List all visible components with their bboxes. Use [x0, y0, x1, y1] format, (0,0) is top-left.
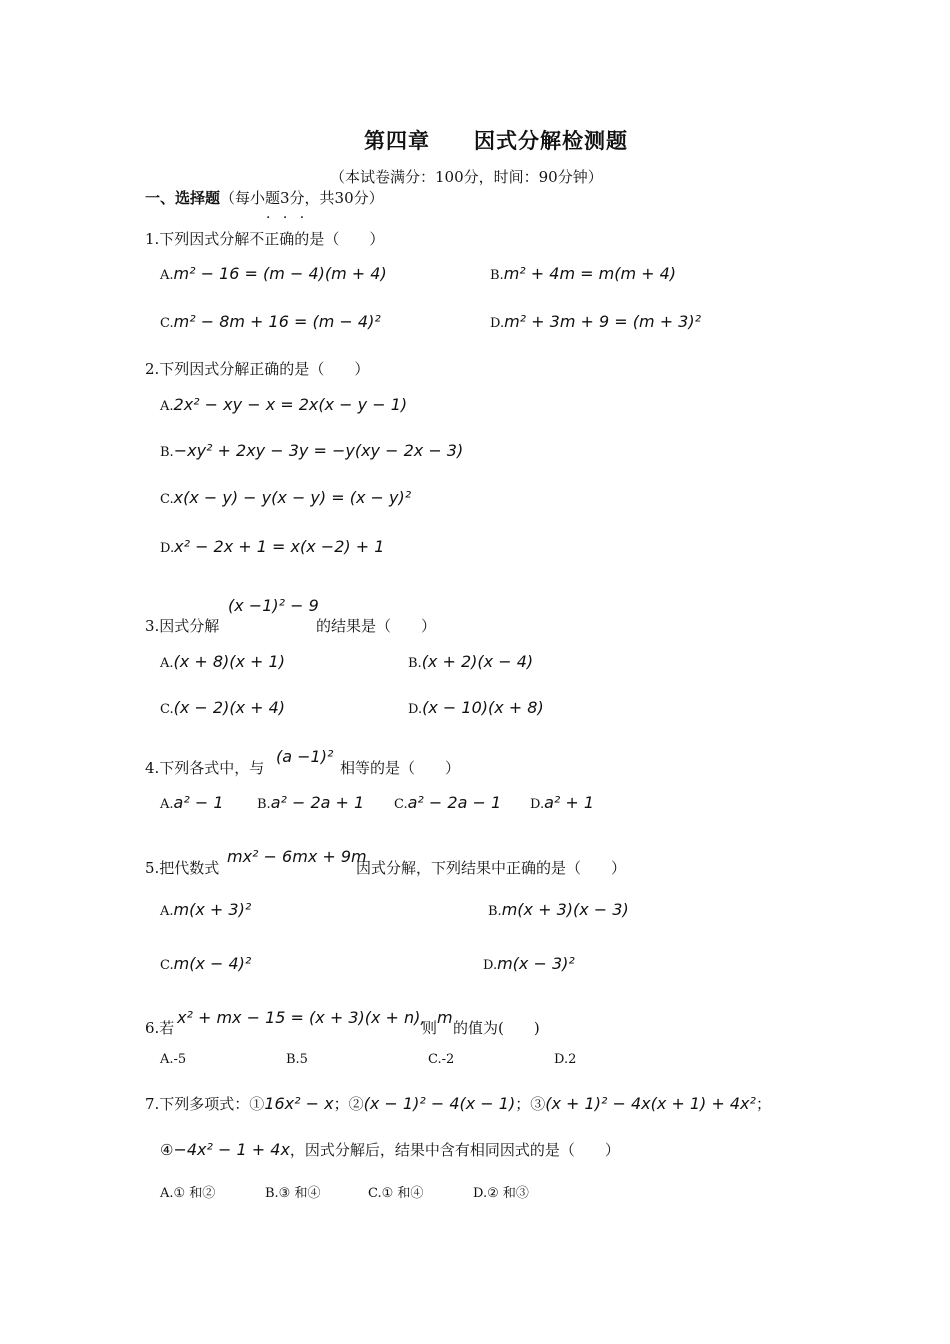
- q7-line2-post: ，因式分解后，结果中含有相同因式的是（ ）: [289, 1141, 620, 1159]
- question-6-stem-mid: 则: [422, 1019, 438, 1037]
- option-math: m(x + 3)²: [173, 900, 252, 919]
- option-label: D.: [160, 541, 175, 556]
- q2-option-d[interactable]: [160, 537, 384, 556]
- q7-expr-2: (x − 1)² − 4(x − 1): [363, 1094, 516, 1113]
- option-math: a² + 1: [544, 793, 595, 812]
- q7-option-a[interactable]: A.① 和②: [160, 1186, 216, 1201]
- q5-option-a[interactable]: [160, 900, 251, 919]
- option-math: m² + 3m + 9 = (m + 3)²: [504, 312, 702, 331]
- q5-option-b[interactable]: [488, 900, 629, 919]
- q6-option-b[interactable]: B.5: [286, 1052, 308, 1067]
- q7-sep-3: ；: [755, 1095, 771, 1113]
- option-math: (x − 2)(x + 4): [173, 698, 286, 717]
- option-label: C.: [160, 316, 174, 331]
- q6-option-c[interactable]: C.-2: [428, 1052, 455, 1067]
- option-label: A.: [160, 268, 174, 283]
- q7-stem-pre: 7.下列多项式：①: [145, 1095, 265, 1113]
- section-title: 一、选择题: [145, 189, 221, 207]
- q3-option-a[interactable]: [160, 652, 285, 671]
- option-label: B.: [160, 445, 174, 460]
- option-math: a² − 2a − 1: [407, 793, 502, 812]
- option-label: D.: [530, 797, 545, 812]
- q5-option-d[interactable]: [483, 954, 575, 973]
- option-label: C.: [394, 797, 408, 812]
- option-math: m² + 4m = m(m + 4): [503, 264, 677, 283]
- q7-sep-2: ；③: [515, 1095, 546, 1113]
- option-math: a² − 1: [173, 793, 224, 812]
- option-label: A.: [160, 656, 174, 671]
- q7-expr-1: 16x² − x: [264, 1094, 334, 1113]
- option-label: C.: [160, 958, 174, 973]
- q1-option-c[interactable]: [160, 312, 381, 331]
- question-5-stem-post: 因式分解，下列结果中正确的是（ ）: [356, 859, 627, 877]
- question-3-stem-pre: 3.因式分解: [145, 617, 220, 635]
- option-math: m² − 16 = (m − 4)(m + 4): [173, 264, 387, 283]
- option-math: m² − 8m + 16 = (m − 4)²: [173, 312, 381, 331]
- q2-option-a[interactable]: [160, 395, 407, 414]
- q1-option-d[interactable]: [490, 312, 701, 331]
- option-label: A.: [160, 904, 174, 919]
- option-label: D.: [408, 702, 423, 717]
- question-1-stem: 1.下列因式分解不正确的是（ ）: [145, 230, 385, 248]
- q4-option-b[interactable]: [257, 793, 364, 812]
- question-3-stem-post: 的结果是（ ）: [316, 617, 437, 635]
- q6-option-a[interactable]: A.-5: [160, 1052, 187, 1067]
- question-2-stem: 2.下列因式分解正确的是（ ）: [145, 360, 370, 378]
- emphasis-dots: · · ·: [266, 210, 309, 226]
- section-note: （每小题3分，共30分）: [220, 189, 384, 207]
- q1-option-b[interactable]: [490, 264, 676, 283]
- q3-option-d[interactable]: [408, 698, 544, 717]
- option-label: A.: [160, 399, 174, 414]
- question-7-line-2: [160, 1139, 620, 1160]
- option-math: m(x + 3)(x − 3): [501, 900, 629, 919]
- q7-line2-pre: ④: [160, 1141, 174, 1159]
- section-heading: [145, 187, 384, 208]
- option-math: 2x² − xy − x = 2x(x − y − 1): [173, 395, 408, 414]
- option-label: B.: [257, 797, 271, 812]
- exam-info: （本试卷满分：100分，时间：90分钟）: [330, 168, 603, 186]
- q4-option-c[interactable]: [394, 793, 501, 812]
- option-math: a² − 2a + 1: [270, 793, 365, 812]
- q1-option-a[interactable]: [160, 264, 387, 283]
- option-label: C.: [160, 492, 174, 507]
- question-6-variable: m: [437, 1008, 453, 1027]
- option-label: A.: [160, 797, 174, 812]
- option-math: m(x − 3)²: [497, 954, 575, 973]
- q2-option-b[interactable]: [160, 441, 463, 460]
- question-3-expression: (x −1)² − 9: [228, 596, 319, 615]
- q7-expr-3: (x + 1)² − 4x(x + 1) + 4x²: [545, 1094, 756, 1113]
- question-4-stem-post: 相等的是（ ）: [340, 759, 461, 777]
- q7-expr-4: −4x² − 1 + 4x: [173, 1140, 290, 1159]
- q2-option-c[interactable]: [160, 488, 411, 507]
- option-math: x² − 2x + 1 = x(x −2) + 1: [174, 537, 385, 556]
- q7-option-d[interactable]: D.② 和③: [473, 1186, 529, 1201]
- q7-sep-1: ；②: [333, 1095, 364, 1113]
- question-5-expression: mx² − 6mx + 9m: [227, 847, 367, 866]
- question-5-stem-pre: 5.把代数式: [145, 859, 220, 877]
- question-6-stem-pre: 6.若: [145, 1019, 175, 1037]
- q4-option-a[interactable]: [160, 793, 224, 812]
- option-math: (x − 10)(x + 8): [422, 698, 544, 717]
- option-math: m(x − 4)²: [173, 954, 252, 973]
- q4-option-d[interactable]: [530, 793, 594, 812]
- option-label: D.: [490, 316, 505, 331]
- q7-option-b[interactable]: B.③ 和④: [265, 1186, 321, 1201]
- option-label: C.: [160, 702, 174, 717]
- q5-option-c[interactable]: [160, 954, 251, 973]
- option-math: −xy² + 2xy − 3y = −y(xy − 2x − 3): [173, 441, 464, 460]
- question-4-stem-pre: 4.下列各式中，与: [145, 759, 265, 777]
- question-6-expression: x² + mx − 15 = (x + 3)(x + n),: [177, 1008, 426, 1027]
- option-math: (x + 8)(x + 1): [173, 652, 285, 671]
- option-math: (x + 2)(x − 4): [421, 652, 534, 671]
- q3-option-b[interactable]: [408, 652, 533, 671]
- q7-option-c[interactable]: C.① 和④: [368, 1186, 424, 1201]
- question-6-stem-post: 的值为( ): [453, 1019, 540, 1037]
- question-4-expression: (a −1)²: [276, 747, 334, 766]
- page-title: 第四章 因式分解检测题: [364, 128, 628, 153]
- q3-option-c[interactable]: [160, 698, 285, 717]
- option-label: B.: [408, 656, 422, 671]
- option-label: B.: [488, 904, 502, 919]
- q6-option-d[interactable]: D.2: [554, 1052, 577, 1067]
- option-label: D.: [483, 958, 498, 973]
- question-7-line-1: [145, 1093, 771, 1114]
- option-math: x(x − y) − y(x − y) = (x − y)²: [173, 488, 412, 507]
- option-label: B.: [490, 268, 504, 283]
